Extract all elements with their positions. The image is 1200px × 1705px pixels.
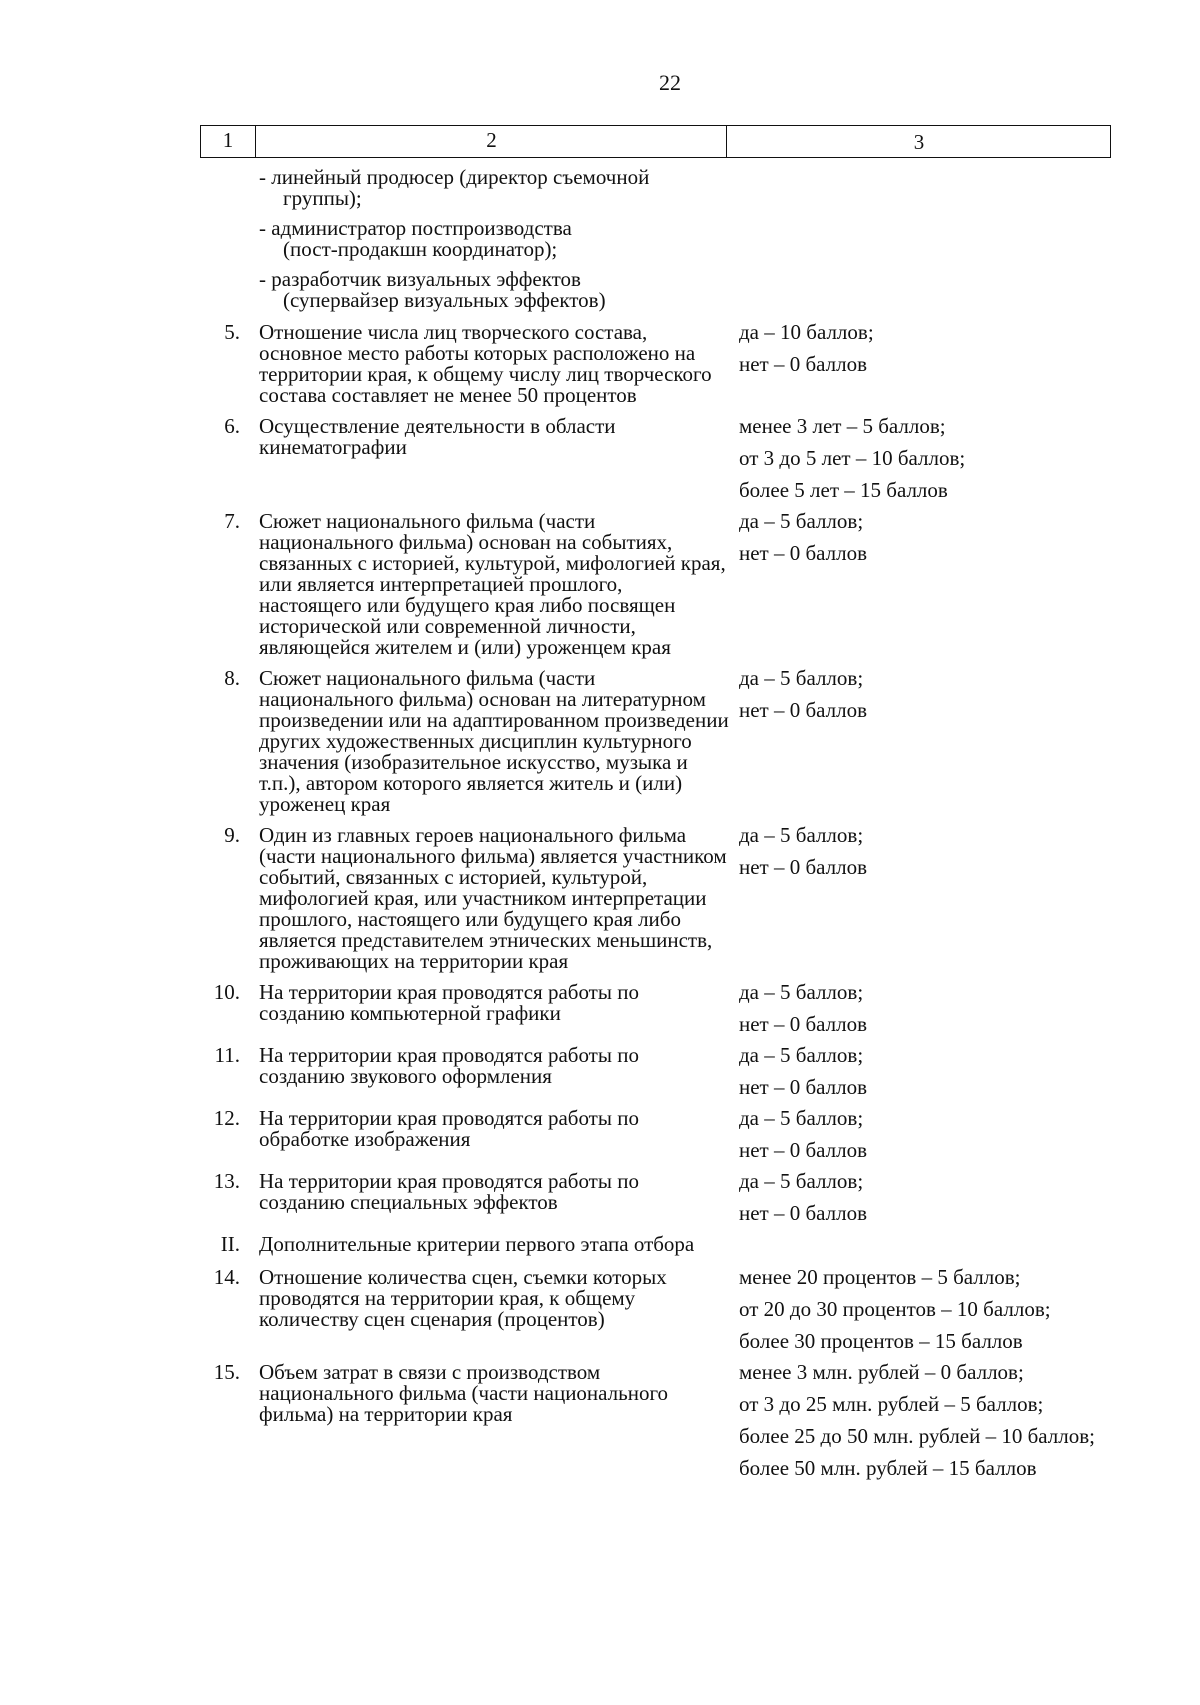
table-row xyxy=(200,416,1160,501)
table-row xyxy=(200,322,1160,406)
score-line: нет – 0 баллов xyxy=(739,1138,868,1162)
page-number: 22 xyxy=(659,70,681,95)
continuation-item: - администратор постпроизводства (пост-продакшн координатор); xyxy=(259,216,572,261)
section-title: Дополнительные критерии первого этапа отбора xyxy=(259,1232,695,1256)
score-line: да – 5 баллов; xyxy=(739,1043,864,1067)
table-row xyxy=(200,511,1160,658)
score-line: нет – 0 баллов xyxy=(739,541,868,565)
row-number: 9. xyxy=(224,823,240,847)
row-criterion: Осуществление деятельности в области кинематографии xyxy=(259,414,616,459)
table-row xyxy=(200,1171,1160,1224)
section-heading-row xyxy=(200,1234,1160,1255)
table-row xyxy=(200,1108,1160,1161)
row-scores xyxy=(739,825,1159,972)
row-criterion: На территории края проводятся работы по созданию специальных эффектов xyxy=(259,1169,639,1214)
score-line: менее 3 лет – 5 баллов; xyxy=(739,414,946,438)
table-row xyxy=(200,1267,1160,1352)
table-row xyxy=(200,982,1160,1035)
score-line: да – 5 баллов; xyxy=(739,1106,864,1130)
row-criterion: На территории края проводятся работы по созданию звукового оформления xyxy=(259,1043,639,1088)
score-line: да – 5 баллов; xyxy=(739,980,864,1004)
row-scores xyxy=(739,322,1159,406)
row-number: 13. xyxy=(213,1169,240,1193)
row-scores xyxy=(739,416,1159,501)
score-line: нет – 0 баллов xyxy=(739,1075,868,1099)
score-line: менее 3 млн. рублей – 0 баллов; xyxy=(739,1360,1024,1384)
row-criterion: На территории края проводятся работы по обработке изображения xyxy=(259,1106,639,1151)
table-row xyxy=(200,1362,1160,1479)
score-line: да – 5 баллов; xyxy=(739,823,864,847)
table-row xyxy=(200,668,1160,815)
criteria-table-body xyxy=(200,322,1160,1489)
row-scores xyxy=(739,668,1159,815)
row-scores xyxy=(739,1267,1159,1352)
row-scores xyxy=(739,1045,1159,1098)
section-number: II. xyxy=(220,1232,240,1256)
score-line: нет – 0 баллов xyxy=(739,855,868,879)
score-line: менее 20 процентов – 5 баллов; xyxy=(739,1265,1021,1289)
row-criterion: Объем затрат в связи с производством национального фильма (части национального фильма) на территории края xyxy=(259,1360,669,1426)
score-line: от 20 до 30 процентов – 10 баллов; xyxy=(739,1297,1051,1321)
row-scores xyxy=(739,1108,1159,1161)
row-criterion: Сюжет национального фильма (части национального фильма) основан на событиях, связанных с историей, культурой, мифологией края, или является интерпретацией прошлого, настоящего или будущего края либо посвящен исторической или современной личности, являющейся жителем и (или) уроженцем края xyxy=(259,509,726,659)
table-header xyxy=(200,125,1111,158)
score-line: нет – 0 баллов xyxy=(739,1012,868,1036)
row-scores xyxy=(739,982,1159,1035)
score-line: более 50 млн. рублей – 15 баллов xyxy=(739,1456,1037,1480)
header-col-1: 1 xyxy=(201,126,256,157)
header-col-3: 3 xyxy=(913,130,925,154)
score-line: от 3 до 5 лет – 10 баллов; xyxy=(739,446,966,470)
row-criterion: Один из главных героев национального фильма (части национального фильма) является участником событий, связанных с историей, культурой, мифологией края, или участником интерпретации прошлого, настоящего или будущего края либо является представителем этнических меньшинств, проживающих на территории края xyxy=(259,823,727,973)
continuation-item: - линейный продюсер (директор съемочной группы); xyxy=(259,165,650,210)
row-scores xyxy=(739,1171,1159,1224)
row-number: 5. xyxy=(224,320,240,344)
row-criterion: Отношение количества сцен, съемки которых проводятся на территории края, к общему количеству сцен сценария (процентов) xyxy=(259,1265,667,1331)
row-number: 11. xyxy=(214,1043,240,1067)
row-criterion: На территории края проводятся работы по созданию компьютерной графики xyxy=(259,980,639,1025)
score-line: нет – 0 баллов xyxy=(739,1201,868,1225)
score-line: нет – 0 баллов xyxy=(739,698,868,722)
score-line: нет – 0 баллов xyxy=(739,352,868,376)
score-line: да – 5 баллов; xyxy=(739,509,864,533)
score-line: более 25 до 50 млн. рублей – 10 баллов; xyxy=(739,1424,1096,1448)
continuation-item: - разработчик визуальных эффектов (супервайзер визуальных эффектов) xyxy=(259,267,606,312)
table-row xyxy=(200,825,1160,972)
row-number: 7. xyxy=(224,509,240,533)
score-line: более 5 лет – 15 баллов xyxy=(739,478,948,502)
header-col-2: 2 xyxy=(257,126,727,157)
continuation-list xyxy=(259,167,729,320)
row-number: 10. xyxy=(213,980,240,1004)
score-line: да – 5 баллов; xyxy=(739,1169,864,1193)
row-number: 14. xyxy=(213,1265,240,1289)
table-row xyxy=(200,1045,1160,1098)
score-line: более 30 процентов – 15 баллов xyxy=(739,1329,1023,1353)
row-scores xyxy=(739,511,1159,658)
score-line: да – 5 баллов; xyxy=(739,666,864,690)
score-line: да – 10 баллов; xyxy=(739,320,874,344)
row-number: 15. xyxy=(213,1360,240,1384)
row-number: 12. xyxy=(213,1106,240,1130)
row-number: 6. xyxy=(224,414,240,438)
row-criterion: Сюжет национального фильма (части национального фильма) основан на литературном произведении или на адаптированном произведении других художественных дисциплин культурного значения (изобразительное искусство, музыка и т.п.), автором которого является житель и (или) уроженец края xyxy=(259,666,729,816)
row-number: 8. xyxy=(224,666,240,690)
score-line: от 3 до 25 млн. рублей – 5 баллов; xyxy=(739,1392,1044,1416)
row-scores xyxy=(739,1362,1159,1479)
row-criterion: Отношение числа лиц творческого состава, основное место работы которых расположено на территории края, к общему числу лиц творческого состава составляет не менее 50 процентов xyxy=(259,320,712,407)
